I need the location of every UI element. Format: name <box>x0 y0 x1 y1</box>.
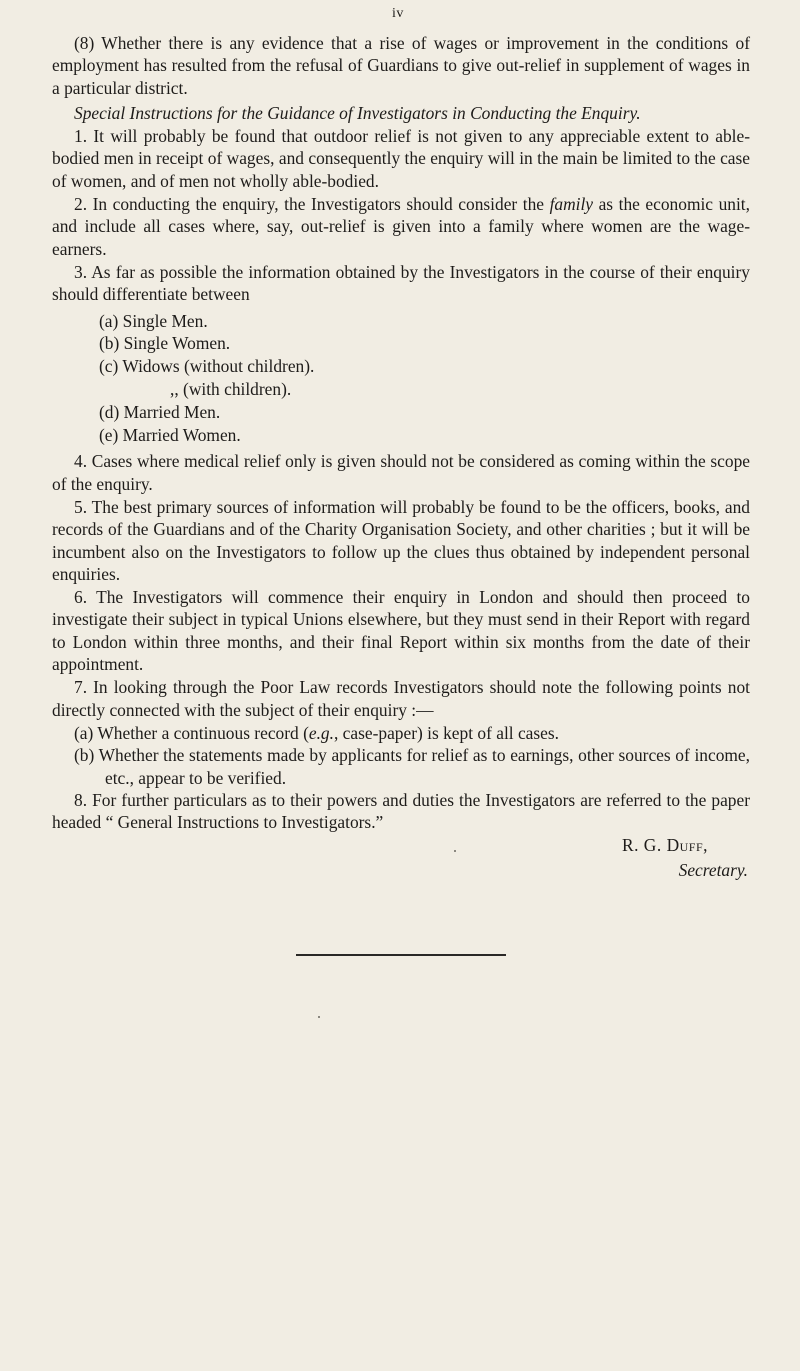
closing-rule <box>296 954 506 956</box>
print-speck <box>318 1016 320 1018</box>
category-item <box>52 310 750 333</box>
category-marker: (d) <box>99 401 120 422</box>
category-marker: (c) <box>99 356 119 377</box>
signature-initials: R. G. <box>622 835 662 856</box>
page-number: iv <box>392 6 404 21</box>
category-text: Married Women. <box>122 424 241 445</box>
category-text: Single Men. <box>122 310 208 331</box>
signature-surname: Duff, <box>666 835 708 856</box>
category-ditto-line: ,, (with children). <box>170 378 292 399</box>
instruction-7: 7. In looking through the Poor Law records Investigators should note the following points not directly connected with the subject of their enquiry :— <box>52 677 750 720</box>
category-marker: (e) <box>99 424 119 445</box>
paragraph-8: (8) Whether there is any evidence that a rise of wages or improvement in the conditions of employment has resulted from the refusal of Guardians to give out-relief in supplement of wages in a particular district. <box>52 33 750 98</box>
point-b-marker: (b) <box>74 745 95 766</box>
special-instructions-heading: Special Instructions for the Guidance of Investigators in Conducting the Enquiry. <box>74 102 641 123</box>
instruction-2-emphasis: family <box>549 194 594 215</box>
document-body <box>52 32 750 881</box>
category-marker: (b) <box>99 333 120 354</box>
point-b-text: Whether the statements made by applicants for relief as to earnings, other sources of income, etc., appear to be verified. <box>98 745 750 788</box>
category-text: Married Men. <box>123 401 221 422</box>
instruction-2 <box>52 193 750 260</box>
instruction-6: 6. The Investigators will commence their enquiry in London and should then proceed to investigate their subject in typical Unions elsewhere, but they must send in their Report with regard to London within three months, and their final Report within six months from the date of their appointment. <box>52 587 750 675</box>
print-speck <box>454 850 456 852</box>
instruction-7-point-a <box>52 722 750 744</box>
point-a-marker: (a) <box>74 722 94 743</box>
instruction-5: 5. The best primary sources of information will probably be found to be the officers, books, and records of the Guardians and of the Charity Organisation Society, and other charities ; but it will be incumbent also on the Investigators to follow up the clues thus obtained by independent personal enquiries. <box>52 496 750 584</box>
signature-title: Secretary. <box>678 859 748 880</box>
instruction-2-text-end: as the economic unit, and include all cases where, say, out-relief is given into a family where women are the wage-earners. <box>52 194 750 259</box>
instruction-1: 1. It will probably be found that outdoor relief is not given to any appreciable extent to able-bodied men in receipt of wages, and consequently the enquiry will in the main be limited to the case of women, and of men not wholly able-bodied. <box>52 126 750 191</box>
instruction-7-point-b <box>52 744 750 789</box>
category-list <box>52 310 750 447</box>
instruction-3: 3. As far as possible the information obtained by the Investigators in the course of their enquiry should differentiate between <box>52 261 750 305</box>
category-item <box>52 401 750 424</box>
point-a-text-end: , case-paper) is kept of all cases. <box>333 722 559 743</box>
category-text: Widows (without children). <box>122 356 315 377</box>
signature-name <box>52 834 750 856</box>
instruction-2-text-start: 2. In conducting the enquiry, the Investigators should consider the <box>74 194 550 215</box>
category-item <box>52 424 750 447</box>
category-text: Single Women. <box>123 333 231 354</box>
instruction-4: 4. Cases where medical relief only is given should not be considered as coming within the scope of the enquiry. <box>52 451 750 494</box>
category-item <box>52 332 750 355</box>
point-a-text-start: Whether a continuous record ( <box>97 722 309 743</box>
category-marker: (a) <box>99 310 119 331</box>
point-a-emphasis: e.g. <box>308 722 334 743</box>
instruction-8: 8. For further particulars as to their powers and duties the Investigators are referred to the paper headed “ General Instructions to Investigators.” <box>52 789 750 833</box>
category-item <box>52 355 750 378</box>
